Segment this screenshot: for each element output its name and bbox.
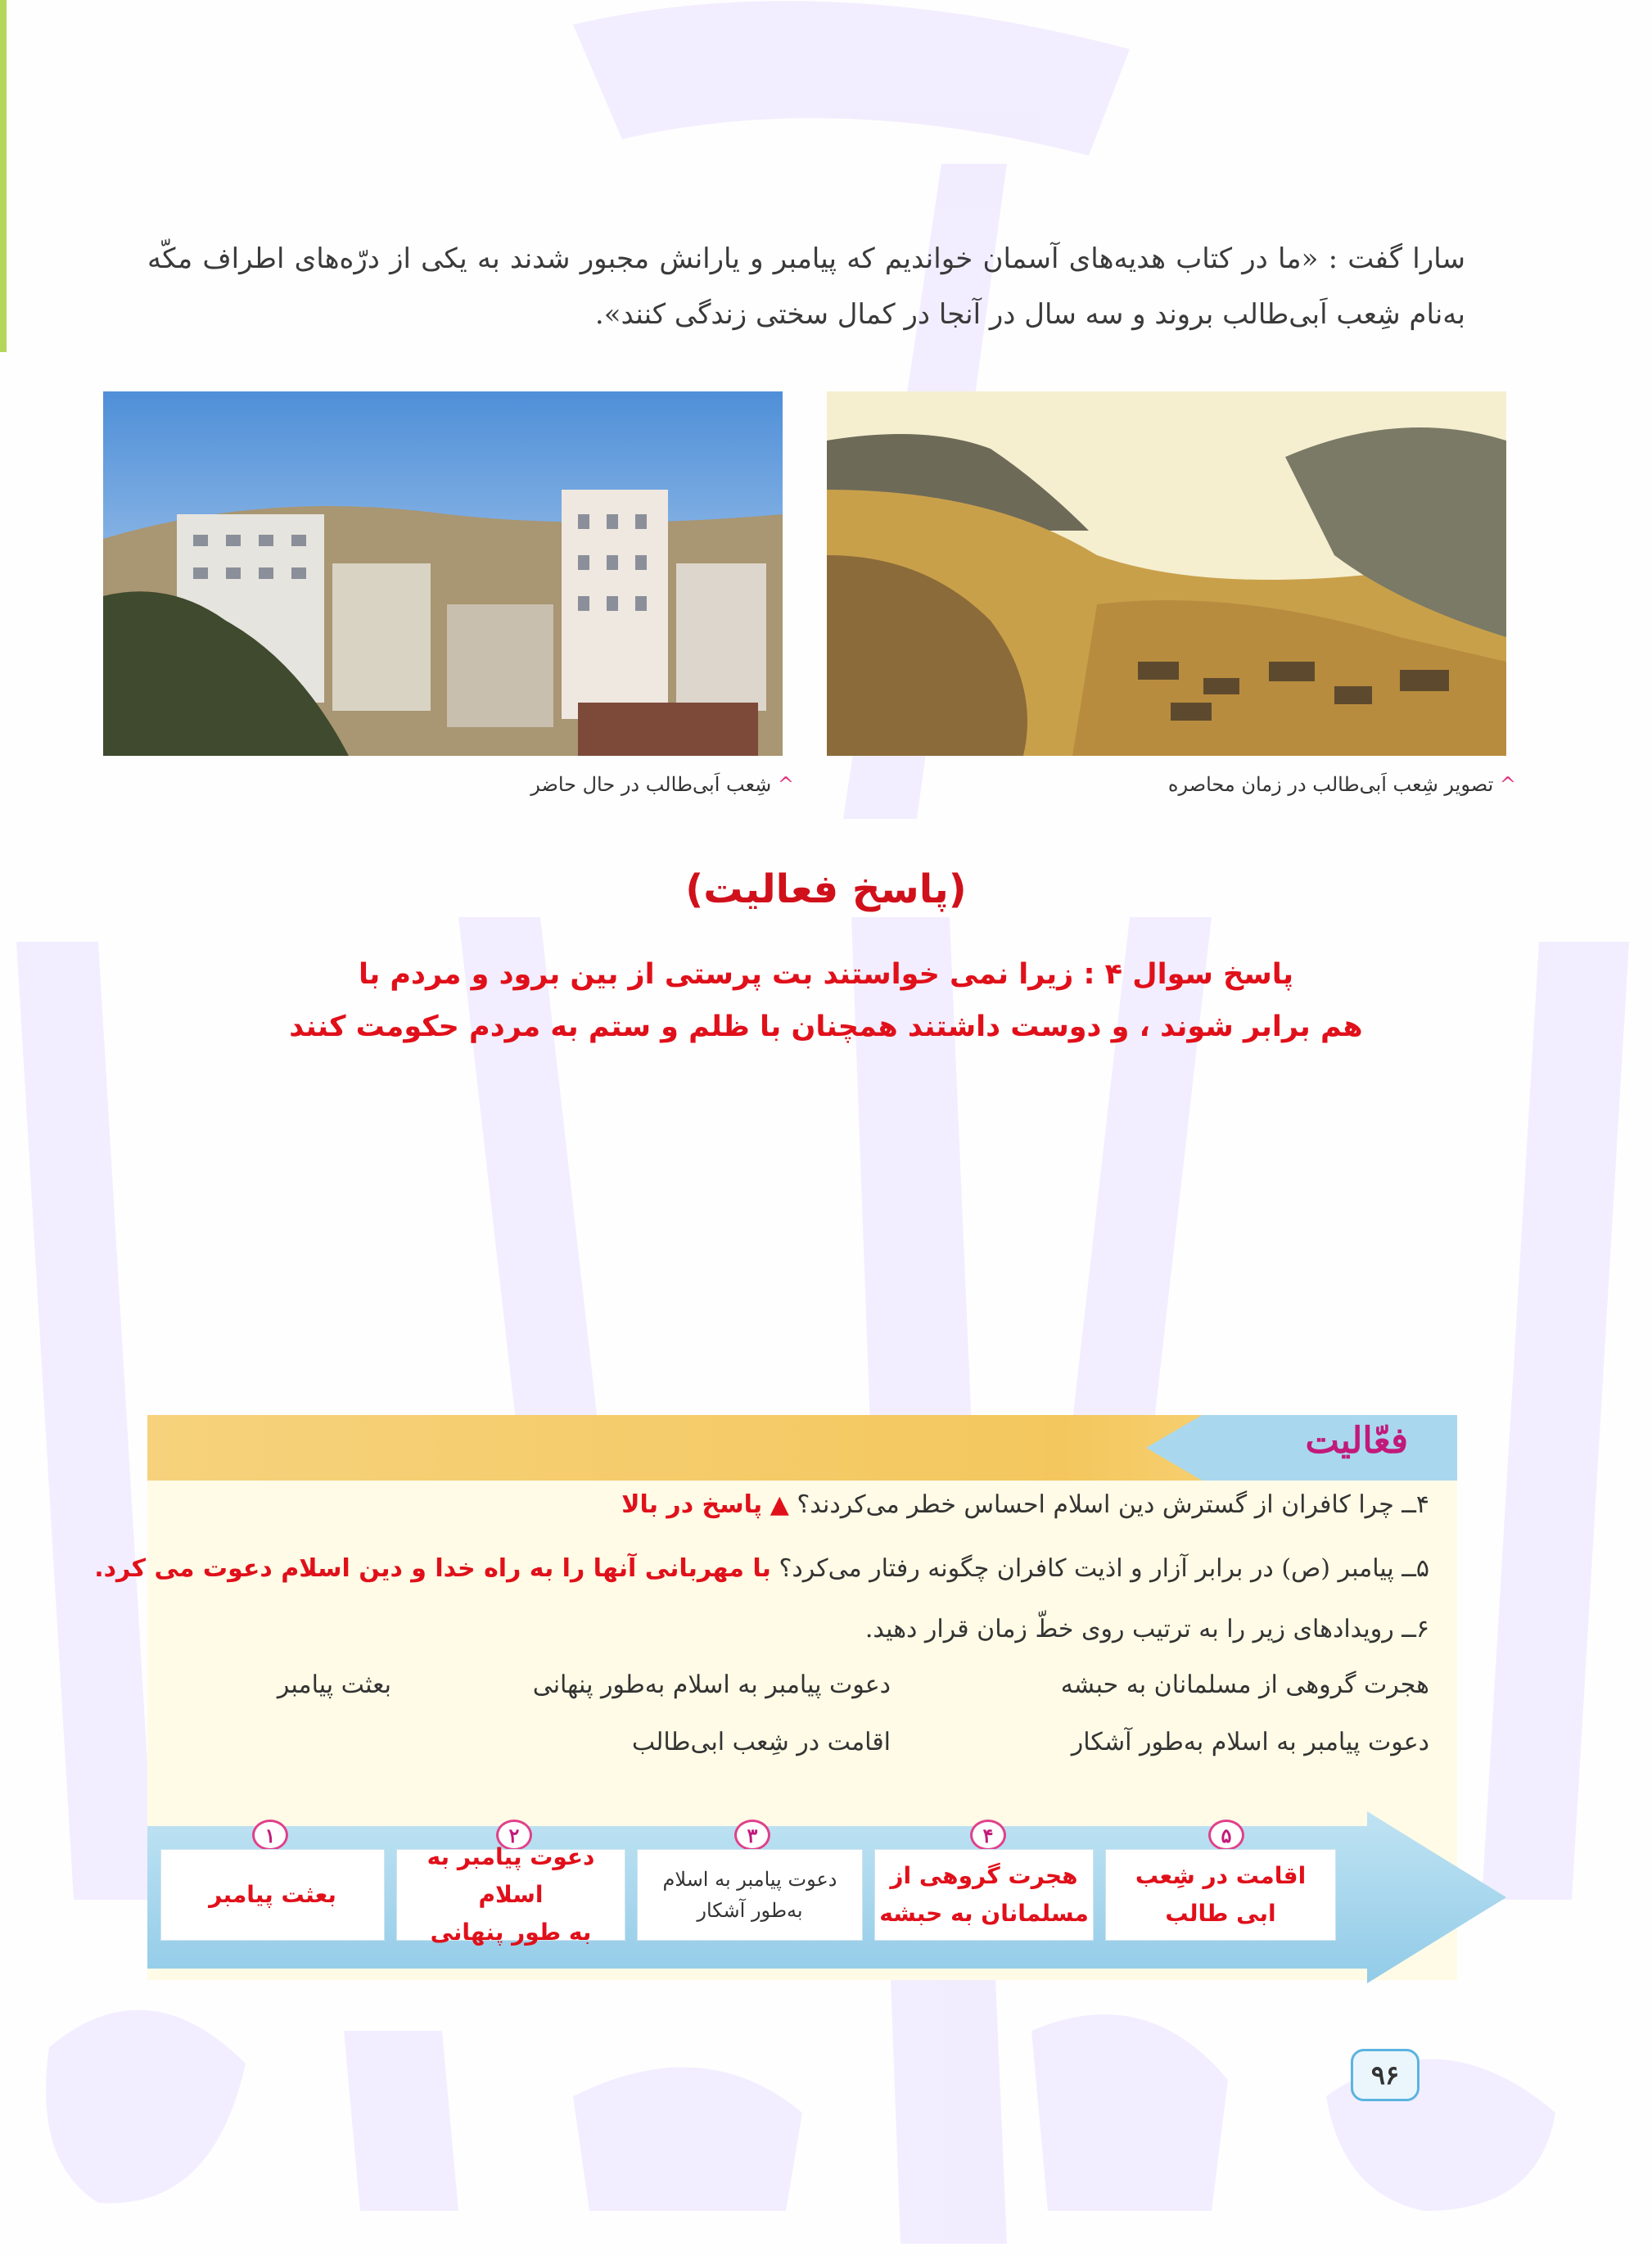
- question-6: [865, 1615, 1429, 1643]
- timeline-number-badge: ۴: [970, 1820, 1006, 1851]
- activity-header-tab: [1146, 1415, 1457, 1481]
- timeline-box-1: [160, 1849, 385, 1941]
- caption-siege: [1168, 773, 1516, 796]
- timeline-box-3: [637, 1849, 863, 1941]
- activity-title: فعّالیت: [1305, 1420, 1408, 1462]
- event-item: بعثت پیامبر: [277, 1671, 391, 1699]
- timeline-box-line: اقامت در شِعب: [1135, 1862, 1307, 1889]
- timeline-box-4: [874, 1849, 1094, 1941]
- timeline-box-5: [1105, 1849, 1336, 1941]
- caption-marker-icon: ^: [1499, 773, 1516, 796]
- caption-present-day-text: شِعب اَبی‌طالب در حال حاضر: [530, 773, 772, 796]
- timeline-number-badge: ۲: [496, 1820, 532, 1851]
- photo-siege-illustration: [827, 391, 1506, 756]
- timeline-number-badge: ۳: [734, 1820, 770, 1851]
- event-item: اقامت در شِعب ابی‌طالب: [631, 1728, 891, 1756]
- question-4-answer: پاسخ در بالا: [621, 1490, 763, 1519]
- caption-marker-icon: ^: [777, 773, 794, 796]
- answer-body: [246, 948, 1406, 1053]
- timeline-box-line: به طور پنهانی: [430, 1919, 592, 1946]
- question-5: [94, 1554, 1429, 1583]
- answer-line-2: هم برابر شوند ، و دوست داشتند همچنان با ظلم و ستم به مردم حکومت کنند: [289, 1010, 1363, 1043]
- intro-paragraph: سارا گفت : «ما در کتاب هدیه‌های آسمان خواندیم که پیامبر و یارانش مجبور شدند به یکی از درّه‌های اطراف مکّه به‌نام شِعب اَبی‌طالب بروند و سه سال در آنجا در کمال سختی زندگی کنند».: [147, 242, 1465, 331]
- timeline-box-line: به‌طور آشکار: [697, 1899, 803, 1922]
- timeline-box-line: دعوت پیامبر به اسلام: [427, 1843, 595, 1908]
- timeline-box-line: هجرت گروهی از: [890, 1862, 1078, 1889]
- timeline-box-line: دعوت پیامبر به اسلام: [662, 1868, 837, 1891]
- timeline-number-badge: ۵: [1208, 1820, 1244, 1851]
- question-6-text: ۶ــ رویدادهای زیر را به ترتیب روی خطّ زمان قرار دهید.: [864, 1615, 1429, 1643]
- answer-line-1: پاسخ سوال ۴ : زیرا نمی خواستند بت پرستی از بین برود و مردم با: [358, 958, 1294, 991]
- margin-strip: [0, 0, 7, 352]
- warning-triangle-icon: ▲: [770, 1490, 789, 1519]
- question-5-answer: با مهربانی آنها را به راه خدا و دین اسلام دعوت می کرد.: [94, 1554, 771, 1583]
- answer-title: (پاسخ فعالیت): [685, 866, 967, 912]
- question-4-text: ۴ــ چرا کافران از گسترش دین اسلام احساس خطر می‌کردند؟: [797, 1490, 1429, 1519]
- event-item: هجرت گروهی از مسلمانان به حبشه: [1060, 1671, 1429, 1699]
- timeline-box-2: [396, 1843, 625, 1946]
- timeline-box-line: بعثت پیامبر: [209, 1881, 336, 1908]
- caption-siege-text: تصویر شِعب اَبی‌طالب در زمان محاصره: [1167, 773, 1494, 796]
- question-5-text: ۵ــ پیامبر (ص) در برابر آزار و اذیت کافران چگونه رفتار می‌کرد؟: [779, 1554, 1429, 1583]
- event-item: دعوت پیامبر به اسلام به‌طور آشکار: [1071, 1728, 1429, 1756]
- page-number: ۹۶: [1351, 2049, 1420, 2101]
- timeline-box-line: مسلمانان به حبشه: [879, 1900, 1089, 1927]
- event-item: دعوت پیامبر به اسلام به‌طور پنهانی: [532, 1671, 891, 1699]
- caption-present-day: [530, 773, 794, 796]
- question-4: [621, 1490, 1429, 1519]
- timeline-box-line: ابی طالب: [1165, 1900, 1276, 1927]
- photo-present-day: [103, 391, 783, 756]
- timeline-number-badge: ۱: [252, 1820, 288, 1851]
